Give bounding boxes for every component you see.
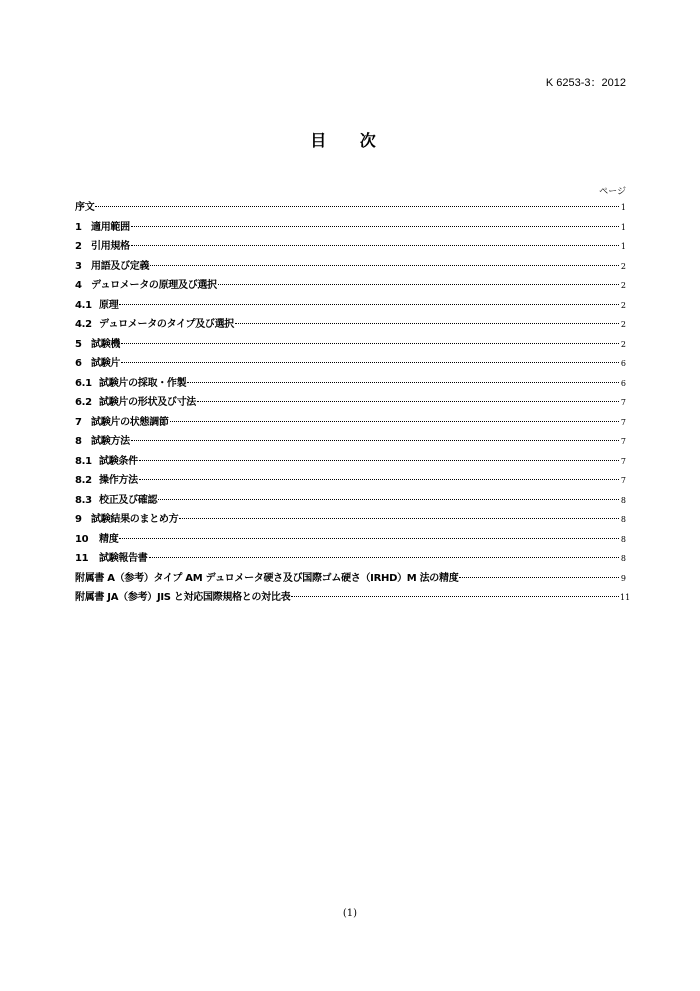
dot-leader [197,401,619,402]
toc-entry[interactable] [75,471,626,491]
toc-entry-page: 1 [620,222,626,232]
toc-entry-title: 試験片 [91,358,121,369]
toc-entry[interactable] [75,276,626,296]
toc-entry-number: 9 [75,514,82,525]
toc-entry-number: 4.1 [75,299,92,311]
dot-leader [291,596,619,597]
toc-entry-label [75,530,118,550]
toc-entry-page: 8 [620,554,626,563]
toc-entry-label [75,218,130,238]
toc-entry-label [75,374,186,394]
toc-entry-number: 8.1 [75,455,92,467]
toc-entry-title: デュロメータのタイプ及び選択 [99,319,234,330]
page-title: 目 次 [310,131,390,150]
toc-entry-label [75,432,130,452]
toc-entry-page: 2 [620,261,626,271]
toc-entry-page: 8 [620,515,626,524]
toc-entry-title: 附属書 A（参考）タイプ AM デュロメータ硬さ及び国際ゴム硬さ（IRHD）M 法の精度 [75,572,459,584]
toc-entry-title: 試験報告書 [99,553,148,564]
toc-entry-title: 用語及び定義 [91,260,150,272]
toc-entry-number: 10 [75,533,89,545]
dot-leader [139,460,619,461]
toc-entry[interactable] [75,452,626,472]
toc-entry-title: 校正及び確認 [99,494,158,506]
toc-entry-label [75,354,120,374]
dot-leader [131,245,619,246]
toc-entry-title: 附属書 JA（参考）JIS と対応国際規格との対比表 [75,592,291,603]
toc-entry[interactable] [75,491,626,511]
toc-entry[interactable] [75,569,626,589]
toc-entry-label [75,588,290,608]
dot-leader [158,499,619,500]
toc-entry-title: 試験方法 [91,436,130,447]
dot-leader [131,440,619,441]
toc-entry[interactable] [75,335,626,355]
toc-entry[interactable] [75,588,631,608]
toc-entry-page: 8 [620,495,626,505]
table-of-contents [75,198,631,608]
toc-entry-page: 6 [620,378,626,388]
toc-entry-number: 4.2 [75,319,92,330]
dot-leader [235,323,619,324]
toc-entry-label [75,491,157,511]
toc-entry-label [75,257,149,277]
toc-entry-label [75,276,217,296]
toc-entry-number: 2 [75,241,82,252]
toc-entry-page: 11 [620,593,631,602]
toc-entry-page: 6 [620,359,626,368]
toc-entry[interactable] [75,549,626,569]
toc-entry-title: 操作方法 [99,475,138,486]
toc-entry-title: 精度 [99,533,119,545]
toc-entry[interactable] [75,374,626,394]
dot-leader [131,226,619,227]
toc-entry[interactable] [75,257,626,277]
toc-entry-label [75,237,130,257]
dot-leader [170,421,619,422]
toc-entry-label [75,549,148,569]
toc-entry-number: 5 [75,338,82,350]
dot-leader [187,382,619,383]
toc-entry-page: 2 [620,320,626,329]
toc-entry-number: 3 [75,260,82,272]
toc-entry-title: 引用規格 [91,241,130,252]
toc-entry-number: 8.3 [75,494,92,506]
toc-entry-page: 2 [620,300,626,310]
toc-entry-label [75,296,118,316]
toc-entry-number: 6.1 [75,377,92,389]
toc-entry-title: 試験結果のまとめ方 [91,514,179,525]
toc-entry-number: 6 [75,358,82,369]
toc-entry-page: 7 [620,456,626,466]
toc-entry-page: 7 [620,417,626,427]
toc-entry[interactable] [75,218,626,238]
toc-entry-label [75,471,138,491]
toc-entry-number: 1 [75,221,82,233]
dot-leader [459,577,619,578]
toc-entry[interactable] [75,393,626,413]
toc-entry-number: 11 [75,553,89,564]
toc-entry-page: 7 [620,437,626,446]
toc-entry-title: 試験片の採取・作製 [99,377,187,389]
toc-entry-page: 1 [620,203,626,212]
toc-entry[interactable] [75,413,626,433]
toc-entry[interactable] [75,530,626,550]
toc-entry-label [75,198,94,218]
toc-entry[interactable] [75,198,626,218]
page-number: (1) [342,908,358,919]
toc-entry-page: 7 [620,398,626,407]
toc-entry-label [75,452,138,472]
toc-entry-page: 1 [620,242,626,251]
toc-entry-label [75,393,196,413]
toc-entry-page: 7 [620,476,626,485]
toc-entry[interactable] [75,510,626,530]
toc-entry-number: 4 [75,280,82,291]
toc-entry[interactable] [75,354,626,374]
dot-leader [119,538,619,539]
dot-leader [119,304,619,305]
dot-leader [149,557,620,558]
toc-entry[interactable] [75,315,626,335]
dot-leader [95,206,619,207]
toc-entry-title: 試験片の形状及び寸法 [99,397,196,408]
dot-leader [139,479,619,480]
toc-entry-title: 試験片の状態調節 [91,416,169,428]
dot-leader [121,362,619,363]
dot-leader [150,265,619,266]
toc-entry-label [75,315,234,335]
document-id: K 6253-3：2012 [545,77,626,89]
toc-entry-title: 試験機 [91,338,121,350]
toc-entry-title: 序文 [75,202,95,213]
toc-entry-page: 8 [620,534,626,544]
toc-entry-number: 8.2 [75,475,92,486]
toc-entry[interactable] [75,432,626,452]
toc-entry-page: 2 [620,339,626,349]
dot-leader [179,518,619,519]
toc-entry-title: 試験条件 [99,455,138,467]
toc-entry-title: 原理 [99,299,119,311]
dot-leader [218,284,619,285]
toc-entry-label [75,335,120,355]
toc-entry-number: 8 [75,436,82,447]
toc-entry[interactable] [75,296,626,316]
toc-entry-label [75,569,458,589]
dot-leader [121,343,619,344]
page-column-label: ページ [599,187,626,197]
toc-entry-label [75,510,178,530]
toc-entry-label [75,413,169,433]
toc-entry-title: デュロメータの原理及び選択 [91,280,217,291]
toc-entry-title: 適用範囲 [91,221,130,233]
toc-entry-number: 7 [75,416,82,428]
toc-entry-page: 2 [620,281,626,290]
toc-entry-page: 9 [620,573,626,583]
toc-entry[interactable] [75,237,626,257]
toc-entry-number: 6.2 [75,397,92,408]
